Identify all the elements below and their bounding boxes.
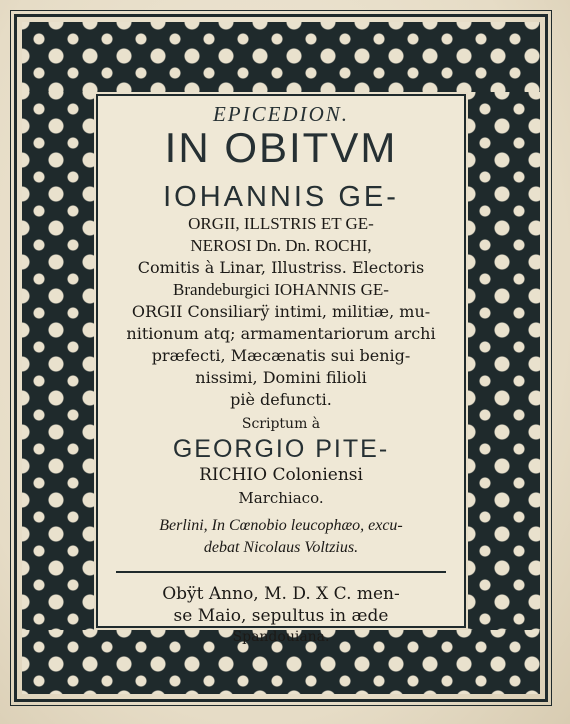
author-name-line: GEORGIO PITE- bbox=[172, 435, 390, 463]
ornamental-border-right bbox=[468, 92, 540, 630]
main-title: IN OBITVM bbox=[164, 124, 398, 171]
scriptum-label: Scriptum à bbox=[241, 416, 321, 432]
divider-rule bbox=[116, 571, 446, 573]
imprint-line: Berlini, In Cœnobio leucophæo, excu- bbox=[159, 517, 403, 534]
ornamental-border-left bbox=[22, 92, 94, 630]
body-line: piè defuncti. bbox=[230, 390, 332, 409]
imprint-line: debat Nicolaus Voltzius. bbox=[203, 539, 359, 556]
body-line: præfecti, Mæcænatis sui benig- bbox=[151, 346, 411, 365]
body-line: IOHANNIS GE- bbox=[163, 181, 399, 213]
author-origin-line: Marchiaco. bbox=[238, 489, 324, 507]
epicedion-heading: EPICEDION. bbox=[212, 102, 350, 126]
obit-line: Obÿt Anno, M. D. X C. men- bbox=[162, 584, 400, 604]
body-line: ORGII, ILLSTRIS ET GE- bbox=[188, 214, 374, 233]
body-line: nissimi, Domini filioli bbox=[195, 368, 367, 387]
body-line: ORGII Consiliarÿ intimi, militiæ, mu- bbox=[131, 302, 431, 321]
body-line: NEROSI Dn. Dn. ROCHI, bbox=[190, 236, 372, 255]
title-text-block bbox=[100, 100, 462, 647]
ornamental-border-top bbox=[22, 22, 540, 92]
body-line: nitionum atq; armamentariorum archi bbox=[126, 324, 436, 343]
obit-line: se Maio, sepultus in æde bbox=[173, 606, 389, 626]
body-line: Brandeburgici IOHANNIS GE- bbox=[173, 280, 389, 299]
author-name-line: RICHIO Coloniensi bbox=[199, 465, 363, 485]
body-line: Comitis à Linar, Illustriss. Electoris bbox=[137, 258, 425, 277]
obit-line: Spandouiana. bbox=[232, 629, 330, 645]
